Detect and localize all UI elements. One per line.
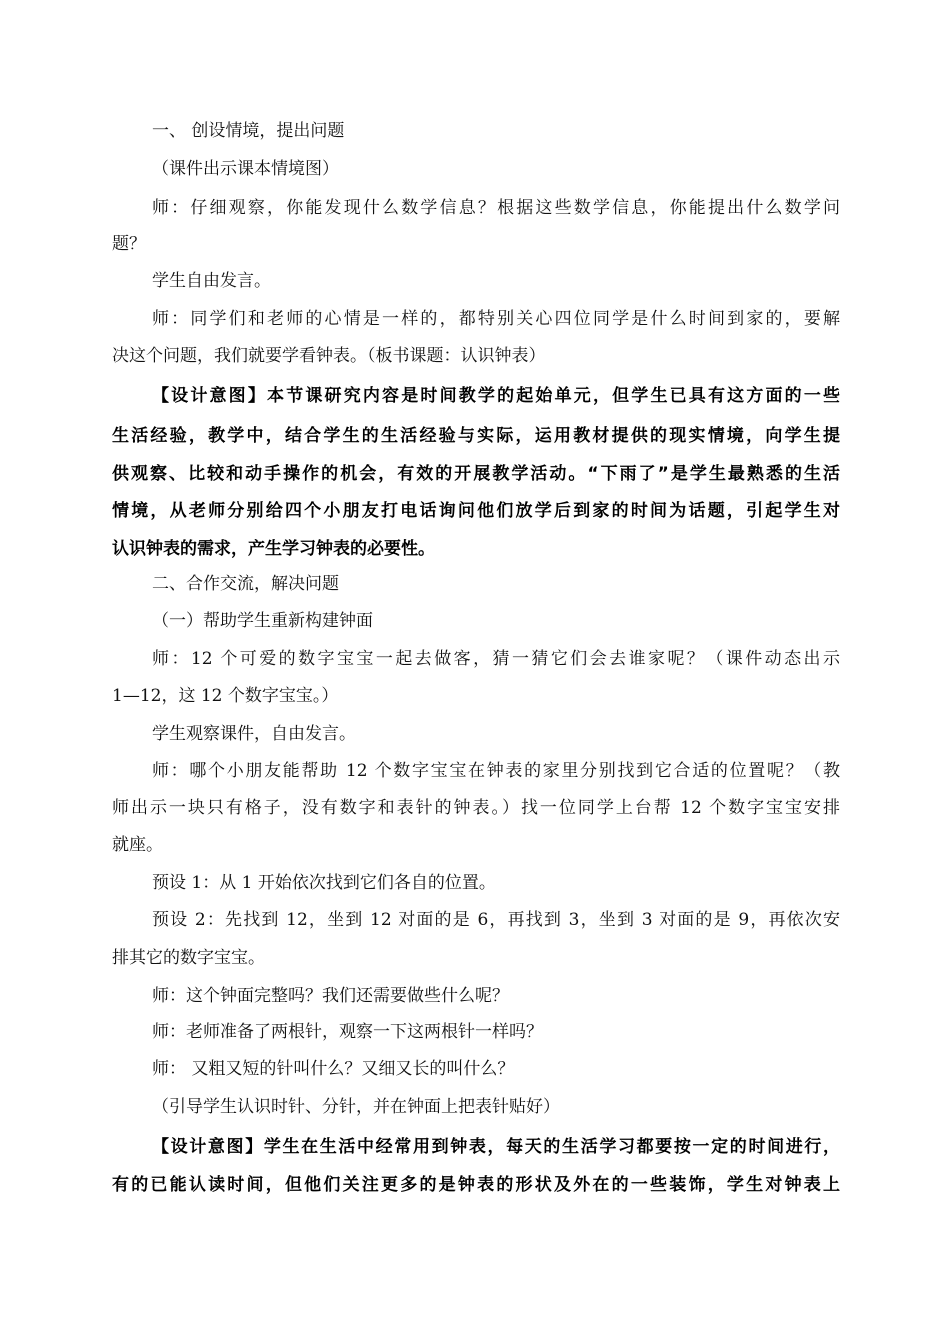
paragraph-line: 就座。 xyxy=(112,835,163,855)
design-intent-line: 【设计意图】学生在生活中经常用到钟表，每天的生活学习都要按一定的时间进行， xyxy=(152,1137,840,1157)
paragraph-line: 排其它的数字宝宝。 xyxy=(112,948,265,968)
design-intent-line: 供观察、比较和动手操作的机会，有效的开展教学活动。“下雨了”是学生最熟悉的生活 xyxy=(112,464,840,484)
paragraph-line: 师：12 个可爱的数字宝宝一起去做客，猜一猜它们会去谁家呢？（课件动态出示 xyxy=(152,649,840,669)
paragraph-line: 预设 1：从 1 开始依次找到它们各自的位置。 xyxy=(152,873,496,893)
paragraph-line: 师： 又粗又短的针叫什么？又细又长的叫什么？ xyxy=(152,1059,515,1079)
design-intent-line: 生活经验，教学中，结合学生的生活经验与实际，运用教材提供的现实情境，向学生提 xyxy=(112,426,840,446)
paragraph-line: 师：老师准备了两根针，观察一下这两根针一样吗？ xyxy=(152,1022,543,1042)
paragraph-line: 题？ xyxy=(112,234,146,254)
paragraph-line: 师：同学们和老师的心情是一样的，都特别关心四位同学是什么时间到家的，要解 xyxy=(152,309,840,329)
paragraph-line: 师：哪个小朋友能帮助 12 个数字宝宝在钟表的家里分别找到它合适的位置呢？（教 xyxy=(152,761,840,781)
paragraph-line: （引导学生认识时针、分针，并在钟面上把表针贴好） xyxy=(152,1097,560,1117)
paragraph-line: 师出示一块只有格子，没有数字和表针的钟表。）找一位同学上台帮 12 个数字宝宝安排 xyxy=(112,798,840,818)
section-heading-2: 二、合作交流，解决问题 xyxy=(152,574,339,594)
paragraph-line: 师：仔细观察，你能发现什么数学信息？根据这些数学信息，你能提出什么数学问 xyxy=(152,198,840,218)
paragraph-line: 1—12，这 12 个数字宝宝。） xyxy=(112,686,339,706)
design-intent-line: 【设计意图】本节课研究内容是时间教学的起始单元，但学生已具有这方面的一些 xyxy=(152,386,840,406)
design-intent-line: 情境，从老师分别给四个小朋友打电话询问他们放学后到家的时间为话题，引起学生对 xyxy=(112,501,840,521)
paragraph-line: 师：这个钟面完整吗？我们还需要做些什么呢？ xyxy=(152,986,509,1006)
paragraph-line: 决这个问题，我们就要学看钟表。（板书课题：认识钟表） xyxy=(112,346,546,366)
paragraph-line: 学生观察课件，自由发言。 xyxy=(152,724,356,744)
paragraph-line: 预设 2：先找到 12，坐到 12 对面的是 6，再找到 3，坐到 3 对面的是 9，再依次安 xyxy=(152,910,840,930)
design-intent-line: 认识钟表的需求，产生学习钟表的必要性。 xyxy=(112,539,435,559)
subsection-heading: （一）帮助学生重新构建钟面 xyxy=(152,611,373,631)
design-intent-line: 有的已能认读时间，但他们关注更多的是钟表的形状及外在的一些装饰，学生对钟表上 xyxy=(112,1175,840,1195)
section-heading-1: 一、 创设情境，提出问题 xyxy=(152,121,345,141)
paragraph-line: 学生自由发言。 xyxy=(152,271,271,291)
paragraph-line: （课件出示课本情境图） xyxy=(152,159,339,179)
